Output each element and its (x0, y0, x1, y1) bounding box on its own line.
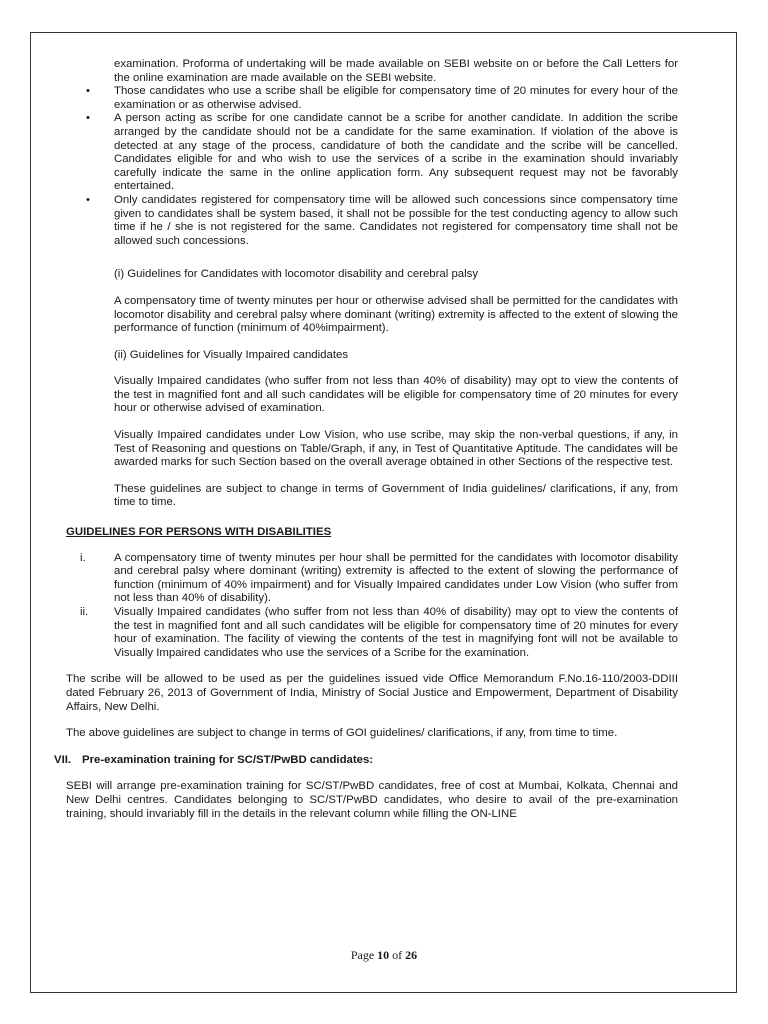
visually-impaired-subheading: (ii) Guidelines for Visually Impaired candidates (114, 348, 349, 361)
list-item: i. A compensatory time of twenty minutes per hour shall be permitted for the candidates with locomotor disability and cerebral palsy where dominant (writing) extremity is affected to the extent of slowing the performance of function (minimum of 40% impairment) and for Visually Impaired candidates under Low Vision (who suffer from not less than 40% of disability). (80, 551, 678, 605)
bullet-icon: • (86, 85, 90, 98)
low-vision-paragraph: Visually Impaired candidates under Low Vision, who use scribe, may skip the non-verbal questions, if any, in Test of Reasoning and questions on Table/Graph, if any, in Test of Quantitative Aptitude. The candidates will be awarded marks for such Section based on the overall average obtained in other Sections of the respective test. (114, 429, 678, 469)
list-item: ii. Visually Impaired candidates (who suffer from not less than 40% of disability) may opt to view the contents of the test in magnified font and all such candidates will be eligible for compensatory time of 20 minutes for every hour of examination. The facility of viewing the contents of the test in magnifying font will not be available to Visually Impaired candidates who use the services of a Scribe for the examination. (80, 606, 678, 659)
list-item: • A person acting as scribe for one candidate cannot be a scribe for another candidate. In addition the scribe arranged by the candidate should not be a candidate for the same examination. If violation of the above is detected at any stage of the process, candidature of both the candidate and the scribe will be cancelled. Candidates eligible for and who wish to use the services of a scribe in the examination should invariably carefully indicate the same in the online application form. Any subsequent request may not be favorably entertained. (86, 112, 678, 193)
scribe-bullet-list (66, 85, 678, 248)
total-pages: 26 (405, 948, 418, 962)
goi-note-paragraph: The above guidelines are subject to change in terms of GOI guidelines/ clarifications, if any, from time to time. (66, 727, 618, 740)
intro-continuation: examination. Proforma of undertaking will be made available on SEBI website on or before the Call Letters for the online examination are made available on the SEBI website. (114, 58, 678, 84)
list-item: • Those candidates who use a scribe shall be eligible for compensatory time of 20 minutes for every hour of the examination or as otherwise advised. (86, 85, 678, 111)
section-title: Pre-examination training for SC/ST/PwBD candidates: (82, 753, 374, 766)
list-item: • Only candidates registered for compensatory time will be allowed such concessions since compensatory time given to candidates shall be system based, it shall not be possible for the test conducting agency to allow such time if he / she is not registered for the same. Candidates not registered for compensatory time shall not be allowed such concessions. (86, 193, 678, 247)
scribe-memo-paragraph: The scribe will be allowed to be used as per the guidelines issued vide Office Memorandum F.No.16-110/2003-DDIII dated February 26, 2013 of Government of India, Ministry of Social Justice and Empowerment, Department of Disability Affairs, New Delhi. (66, 673, 678, 713)
section-body: SEBI will arrange pre-examination training for SC/ST/PwBD candidates, free of cost at Mumbai, Kolkata, Chennai and New Delhi centres. Candidates belonging to SC/ST/PwBD candidates, who desire to avail of the pre-examination training, should invariably fill in the details in the relevant column while filling the ON-LINE (66, 780, 678, 820)
document-body (54, 58, 678, 821)
change-note-paragraph: These guidelines are subject to change in terms of Government of India guidelines/ clarifications, if any, from time to time. (114, 482, 678, 509)
locomotor-paragraph: A compensatory time of twenty minutes per hour or otherwise advised shall be permitted for the candidates with locomotor disability and cerebral palsy where dominant (writing) extremity is affected to the extent of slowing the performance of function (minimum of 40%impairment). (114, 294, 678, 335)
visually-impaired-paragraph: Visually Impaired candidates (who suffer from not less than 40% of disability) may opt to view the contents of the test in magnified font and all such candidates will be eligible for compensatory time of 20 minutes for every hour or otherwise advised of examination. (114, 375, 678, 415)
page-number: 10 (377, 948, 390, 962)
bullet-icon: • (86, 112, 90, 125)
section-heading (54, 753, 678, 768)
pwd-heading: GUIDELINES FOR PERSONS WITH DISABILITIES (66, 526, 332, 539)
bullet-icon: • (86, 193, 90, 206)
page-footer: Page 10 of 26 (350, 948, 418, 962)
pwd-list (66, 552, 678, 661)
locomotor-subheading: (i) Guidelines for Candidates with locomotor disability and cerebral palsy (114, 268, 479, 281)
section-number: VII. (54, 753, 72, 766)
